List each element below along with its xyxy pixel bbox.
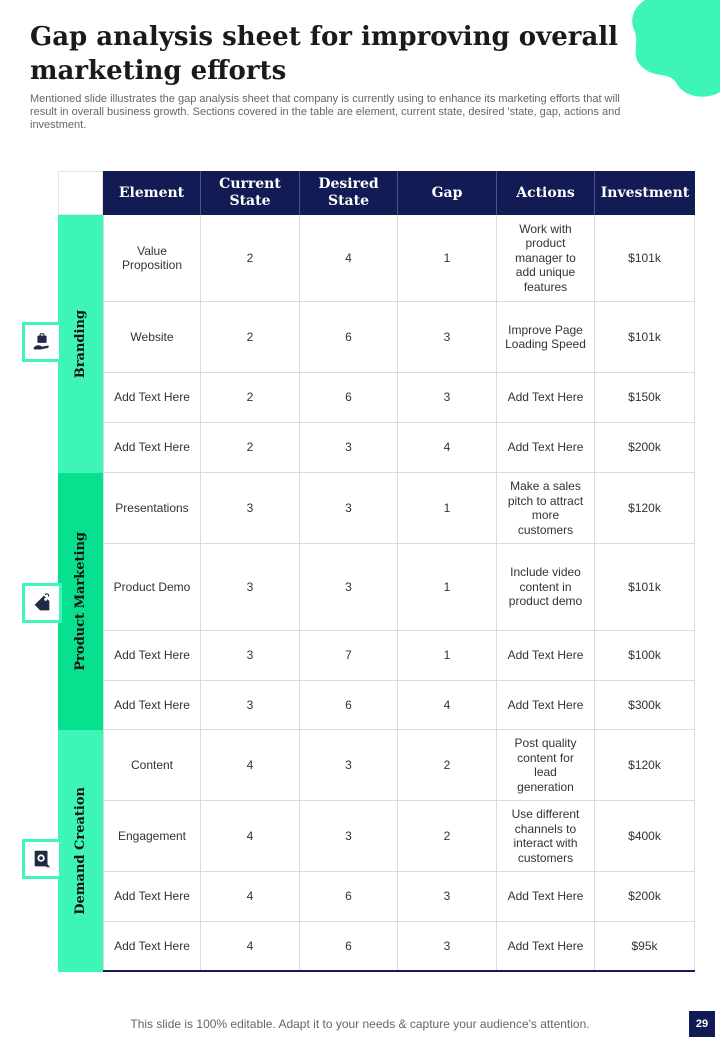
header-element: Element	[103, 171, 201, 215]
table-header	[103, 171, 695, 215]
header-current-state: Current State	[201, 171, 300, 215]
cell-desired-state: 6	[300, 373, 398, 422]
cell-element: Add Text Here	[103, 922, 201, 970]
cell-current-state: 4	[201, 922, 300, 970]
page-number: 29	[689, 1011, 715, 1037]
cell-actions: Add Text Here	[497, 631, 595, 680]
cell-element: Add Text Here	[103, 373, 201, 422]
cell-current-state: 2	[201, 215, 300, 301]
cell-gap: 3	[398, 373, 497, 422]
cell-actions: Include video content in product demo	[497, 544, 595, 630]
header-gap: Gap	[398, 171, 497, 215]
cell-actions: Work with product manager to add unique features	[497, 215, 595, 301]
cell-gap: 4	[398, 681, 497, 729]
cell-current-state: 4	[201, 872, 300, 921]
table-row	[103, 423, 695, 473]
table-row	[103, 373, 695, 423]
briefcase-hand-icon	[22, 322, 62, 362]
table-row	[103, 872, 695, 922]
header-investment: Investment	[600, 184, 690, 201]
cell-investment: $101k	[595, 302, 695, 372]
cell-gap: 1	[398, 473, 497, 543]
cell-actions: Add Text Here	[497, 681, 595, 729]
gap-analysis-table	[58, 171, 695, 973]
table-row	[103, 801, 695, 872]
cell-desired-state: 6	[300, 681, 398, 729]
cell-current-state: 2	[201, 423, 300, 472]
cell-gap: 2	[398, 801, 497, 871]
cell-actions: Add Text Here	[497, 423, 595, 472]
table-row	[103, 631, 695, 681]
table-corner-cell	[58, 171, 103, 215]
cell-element: Add Text Here	[103, 872, 201, 921]
cell-desired-state: 3	[300, 730, 398, 800]
cell-current-state: 3	[201, 473, 300, 543]
cell-actions: Add Text Here	[497, 872, 595, 921]
group-branding	[58, 215, 103, 473]
cell-current-state: 4	[201, 801, 300, 871]
cell-element: Add Text Here	[103, 631, 201, 680]
cell-desired-state: 6	[300, 872, 398, 921]
cell-actions: Make a sales pitch to attract more customers	[497, 473, 595, 543]
cell-investment: $200k	[595, 423, 695, 472]
table-row	[103, 544, 695, 631]
cell-gap: 3	[398, 922, 497, 970]
table-row	[103, 473, 695, 544]
cell-element: Engagement	[103, 801, 201, 871]
cell-gap: 4	[398, 423, 497, 472]
cell-element: Add Text Here	[103, 681, 201, 729]
cell-element: Website	[103, 302, 201, 372]
cell-desired-state: 3	[300, 423, 398, 472]
cell-desired-state: 7	[300, 631, 398, 680]
page-subtitle: Mentioned slide illustrates the gap analysis sheet that company is currently using to enhance its marketing efforts that will result in overall business growth. Sections covered in the table are element, current state, desired 'state, gap, actions and investment.	[30, 93, 621, 131]
header-actions: Actions	[497, 171, 595, 215]
decorative-blob	[625, 0, 720, 100]
cell-desired-state: 6	[300, 302, 398, 372]
group-demand-creation	[58, 730, 103, 972]
cell-gap: 1	[398, 631, 497, 680]
table-body	[103, 215, 695, 972]
cell-current-state: 4	[201, 730, 300, 800]
cell-actions: Improve Page Loading Speed	[497, 302, 595, 372]
cell-gap: 3	[398, 302, 497, 372]
price-tag-icon	[22, 583, 62, 623]
cell-gap: 1	[398, 544, 497, 630]
group-label-branding: Branding	[73, 309, 88, 379]
cell-investment: $300k	[595, 681, 695, 729]
table-row	[103, 730, 695, 801]
cell-current-state: 3	[201, 631, 300, 680]
cell-investment: $120k	[595, 730, 695, 800]
group-label-product-marketing: Product Marketing	[73, 532, 88, 671]
cell-current-state: 2	[201, 373, 300, 422]
cell-desired-state: 3	[300, 544, 398, 630]
cell-current-state: 3	[201, 544, 300, 630]
cell-investment: $95k	[595, 922, 695, 970]
table-row	[103, 922, 695, 972]
cell-investment: $101k	[595, 215, 695, 301]
cell-desired-state: 4	[300, 215, 398, 301]
cell-desired-state: 3	[300, 473, 398, 543]
page-title: Gap analysis sheet for improving overall marketing efforts	[30, 22, 619, 86]
cell-actions: Use different channels to interact with customers	[497, 801, 595, 871]
cell-element: Product Demo	[103, 544, 201, 630]
cell-current-state: 3	[201, 681, 300, 729]
cell-investment: $150k	[595, 373, 695, 422]
table-row	[103, 302, 695, 373]
cell-actions: Add Text Here	[497, 922, 595, 970]
cell-gap: 1	[398, 215, 497, 301]
cell-investment: $400k	[595, 801, 695, 871]
cell-gap: 2	[398, 730, 497, 800]
gear-document-icon	[22, 839, 62, 879]
cell-desired-state: 6	[300, 922, 398, 970]
table-row	[103, 681, 695, 730]
cell-investment: $120k	[595, 473, 695, 543]
footer-note: This slide is 100% editable. Adapt it to your needs & capture your audience's attention.	[130, 1017, 590, 1031]
cell-investment: $101k	[595, 544, 695, 630]
cell-current-state: 2	[201, 302, 300, 372]
header-desired-state: Desired State	[300, 171, 398, 215]
cell-desired-state: 3	[300, 801, 398, 871]
cell-element: Value Proposition	[103, 215, 201, 301]
cell-element: Content	[103, 730, 201, 800]
table-row	[103, 215, 695, 302]
cell-actions: Add Text Here	[497, 373, 595, 422]
cell-actions: Post quality content for lead generation	[497, 730, 595, 800]
cell-element: Add Text Here	[103, 423, 201, 472]
group-label-demand-creation: Demand Creation	[73, 787, 88, 915]
cell-gap: 3	[398, 872, 497, 921]
cell-element: Presentations	[103, 473, 201, 543]
cell-investment: $200k	[595, 872, 695, 921]
group-product-marketing	[58, 473, 103, 730]
cell-investment: $100k	[595, 631, 695, 680]
